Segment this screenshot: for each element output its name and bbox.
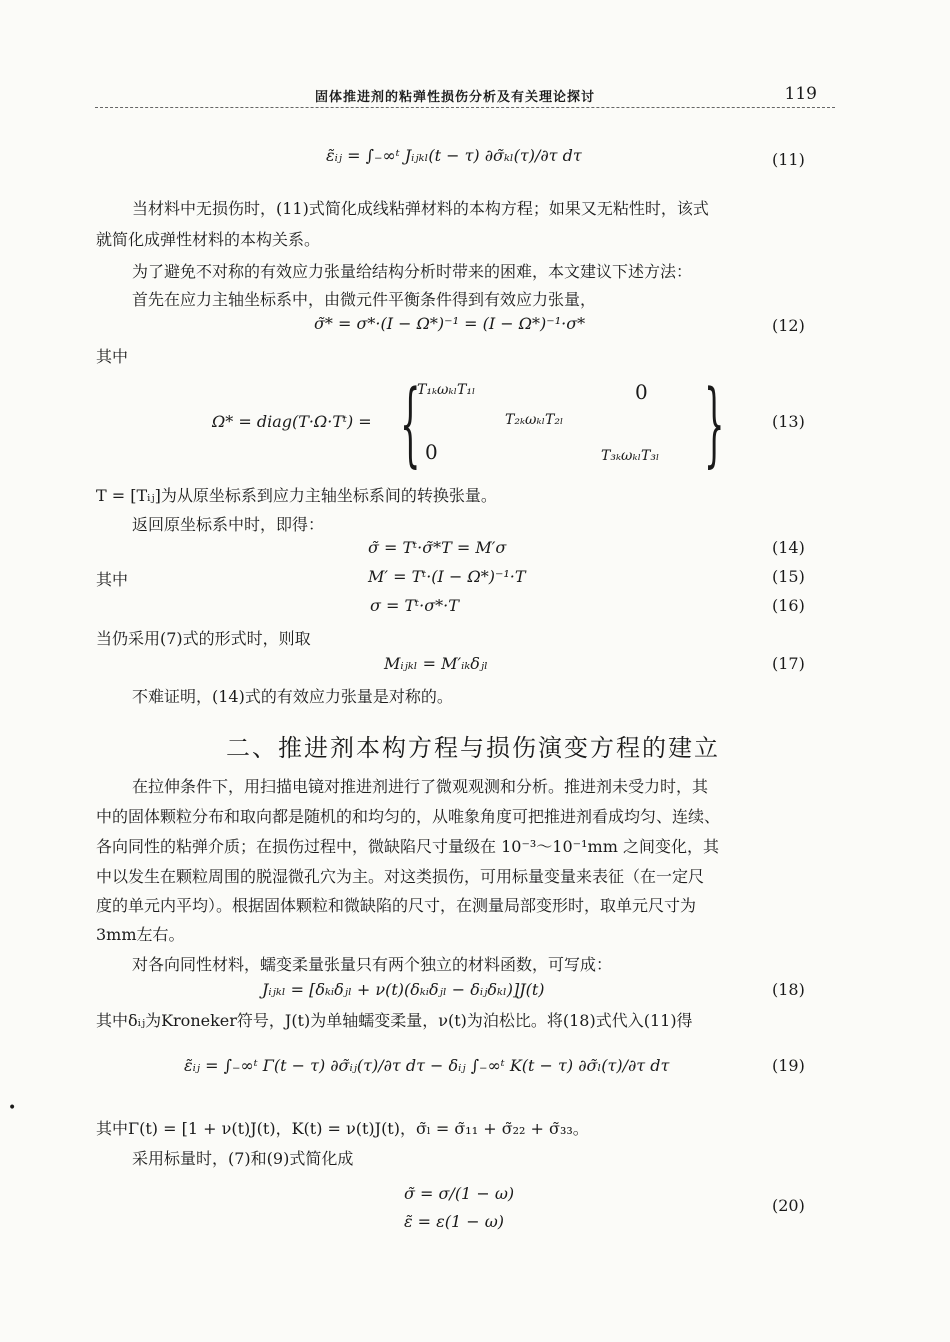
equation-17: Mᵢⱼₖₗ = M′ᵢₖδⱼₗ <box>384 654 488 673</box>
equation-number-11: (11) <box>772 150 805 169</box>
equation-number-13: (13) <box>772 412 805 431</box>
paragraph-line: 中的固体颗粒分布和取向都是随机的和均匀的，从唯象角度可把推进剂看成均匀、连续、 <box>96 807 721 826</box>
equation-11: ε̃ᵢⱼ = ∫₋∞ᵗ Jᵢⱼₖₗ(t − τ) ∂σ̃ₖₗ(τ)/∂τ dτ <box>326 146 582 165</box>
paragraph-line: 不难证明，(14)式的有效应力张量是对称的。 <box>132 687 453 706</box>
paragraph-line: 在拉伸条件下，用扫描电镜对推进剂进行了微观观测和分析。推进剂未受力时，其 <box>132 777 709 796</box>
equation-number-14: (14) <box>772 538 805 557</box>
paragraph-line: 对各向同性材料，蠕变柔量张量只有两个独立的材料函数，可写成： <box>132 955 613 974</box>
matrix-zero: 0 <box>425 440 438 464</box>
equation-number-12: (12) <box>772 316 805 335</box>
equation-number-18: (18) <box>772 980 805 999</box>
header-title: 固体推进剂的粘弹性损伤分析及有关理论探讨 <box>315 90 596 105</box>
equation-number-17: (17) <box>772 654 805 673</box>
equation-number-19: (19) <box>772 1056 805 1075</box>
matrix-cell: T₁ₖωₖₗT₁ₗ <box>417 382 476 398</box>
equation-16: σ = Tᵗ·σ*·T <box>370 596 459 615</box>
section-heading: 二、推进剂本构方程与损伤演变方程的建立 <box>226 734 720 762</box>
paragraph-line: T = [Tᵢⱼ]为从原坐标系到应力主轴坐标系间的转换张量。 <box>96 486 497 505</box>
label-qizhong: 其中 <box>96 570 129 589</box>
paragraph-line: 各向同性的粘弹介质；在损伤过程中，微缺陷尺寸量级在 10⁻³～10⁻¹mm 之间变化，其 <box>96 837 719 856</box>
matrix-left-brace-icon: { <box>400 370 421 477</box>
page-number: 119 <box>784 84 817 104</box>
equation-18: Jᵢⱼₖₗ = [δₖᵢδⱼₗ + ν(t)(δₖᵢδⱼₗ − δᵢⱼδₖₗ)]J(t) <box>262 980 545 999</box>
diagonal-matrix <box>395 370 725 477</box>
equation-number-15: (15) <box>772 567 805 586</box>
equation-number-20: (20) <box>772 1196 805 1215</box>
paragraph-line: 当材料中无损伤时，(11)式简化成线粘弹材料的本构方程；如果又无粘性时，该式 <box>132 199 709 218</box>
equation-12: σ̃* = σ*·(I − Ω*)⁻¹ = (I − Ω*)⁻¹·σ* <box>314 314 586 333</box>
paragraph-line: 返回原坐标系中时，即得： <box>132 515 325 534</box>
equation-19: ε̃ᵢⱼ = ∫₋∞ᵗ Γ(t − τ) ∂σ̃ᵢⱼ(τ)/∂τ dτ − δᵢⱼ ∫₋∞ᵗ K(t − τ) ∂σ̃ₗ(τ)/∂τ dτ <box>184 1056 670 1075</box>
paragraph-line: 其中Γ(t) = [1 + ν(t)J(t)，K(t) = ν(t)J(t)，σ̃ₗ = σ̃₁₁ + σ̃₂₂ + σ̃₃₃。 <box>96 1119 589 1138</box>
equation-20b: ε̃ = ε(1 − ω) <box>404 1212 505 1231</box>
matrix-zero: 0 <box>635 380 648 404</box>
matrix-right-brace-icon: } <box>704 370 725 477</box>
paragraph-line: 为了避免不对称的有效应力张量给结构分析时带来的困难，本文建议下述方法： <box>132 262 693 281</box>
paragraph-line: 3mm左右。 <box>96 925 185 944</box>
equation-14: σ̃ = Tᵗ·σ̃*T = M′σ <box>368 538 507 557</box>
paragraph-line: 首先在应力主轴坐标系中，由微元件平衡条件得到有效应力张量， <box>132 290 597 309</box>
margin-mark-icon: • <box>8 1100 17 1116</box>
paragraph-line: 其中δᵢⱼ为Kroneker符号，J(t)为单轴蠕变柔量，ν(t)为泊松比。将(18)式代入(11)得 <box>96 1011 693 1030</box>
paragraph-line: 当仍采用(7)式的形式时，则取 <box>96 629 311 648</box>
paragraph-line: 度的单元内平均）。根据固体颗粒和微缺陷的尺寸，在测量局部变形时，取单元尺寸为 <box>96 896 697 915</box>
paragraph-line: 中以发生在颗粒周围的脱湿微孔穴为主。对这类损伤，可用标量变量来表征（在一定尺 <box>96 867 705 886</box>
label-qizhong: 其中 <box>96 347 129 366</box>
running-header <box>95 86 835 108</box>
equation-15: M′ = Tᵗ·(I − Ω*)⁻¹·T <box>368 567 526 586</box>
paragraph-line: 就简化成弹性材料的本构关系。 <box>96 230 321 249</box>
matrix-cell: T₃ₖωₖₗT₃ₗ <box>601 448 660 464</box>
equation-20a: σ̃ = σ/(1 − ω) <box>404 1184 515 1203</box>
matrix-cell: T₂ₖωₖₗT₂ₗ <box>505 412 564 428</box>
paragraph-line: 采用标量时，(7)和(9)式简化成 <box>132 1149 354 1168</box>
equation-number-16: (16) <box>772 596 805 615</box>
equation-13-lhs: Ω* = diag(T·Ω·Tᵗ) = <box>212 412 372 431</box>
header-rule <box>95 107 835 108</box>
